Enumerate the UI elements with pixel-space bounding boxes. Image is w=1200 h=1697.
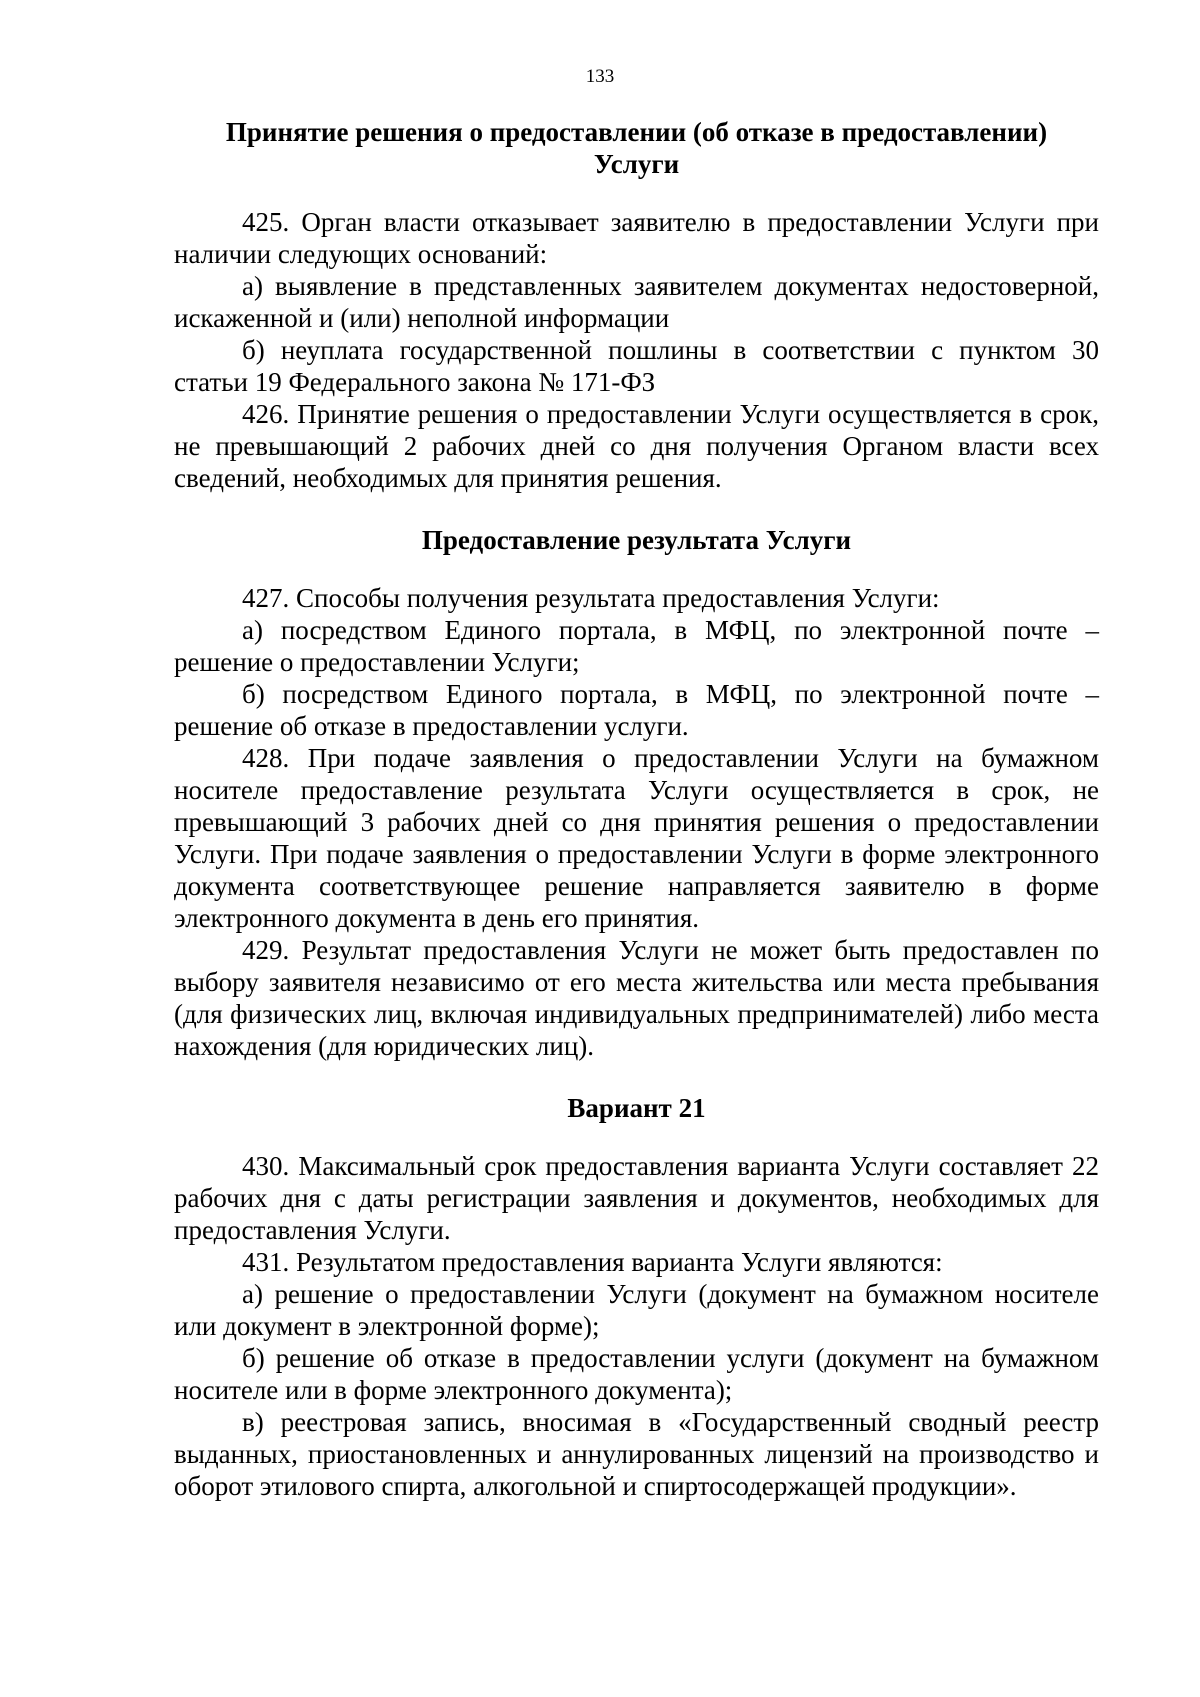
paragraph-425: 425. Орган власти отказывает заявителю в предоставлении Услуги при наличии следующих оснований: <box>174 207 1099 269</box>
paragraph-427-b: б) посредством Единого портала, в МФЦ, по электронной почте – решение об отказе в предоставлении услуги. <box>174 679 1099 741</box>
section-heading-decision <box>174 116 1099 180</box>
document-body <box>174 116 1099 1502</box>
paragraph-431-v: в) реестровая запись, вносимая в «Государственный сводный реестр выданных, приостановленных и аннулированных лицензий на производство и оборот этилового спирта, алкогольной и спиртосодержащей продукции». <box>174 1407 1099 1501</box>
page-number: 133 <box>585 66 615 87</box>
paragraph-430: 430. Максимальный срок предоставления варианта Услуги составляет 22 рабочих дня с даты регистрации заявления и документов, необходимых для предоставления Услуги. <box>174 1151 1099 1245</box>
heading-line: Услуги <box>593 149 680 179</box>
paragraph-425-a: а) выявление в представленных заявителем документах недостоверной, искаженной и (или) неполной информации <box>174 271 1099 333</box>
section-heading-result: Предоставление результата Услуги <box>421 525 852 555</box>
paragraph-431-a: а) решение о предоставлении Услуги (документ на бумажном носителе или документ в электронной форме); <box>174 1279 1099 1341</box>
paragraph-425-b: б) неуплата государственной пошлины в соответствии с пунктом 30 статьи 19 Федерального закона № 171-ФЗ <box>174 335 1099 397</box>
paragraph-431: 431. Результатом предоставления варианта Услуги являются: <box>242 1247 943 1277</box>
paragraph-429: 429. Результат предоставления Услуги не может быть предоставлен по выбору заявителя независимо от его места жительства или места пребывания (для физических лиц, включая индивидуальных предпринимателей) либо места нахождения (для юридических лиц). <box>174 935 1099 1061</box>
paragraph-427-a: а) посредством Единого портала, в МФЦ, по электронной почте – решение о предоставлении Услуги; <box>174 615 1099 677</box>
paragraph-426: 426. Принятие решения о предоставлении Услуги осуществляется в срок, не превышающий 2 рабочих дней со дня получения Органом власти всех сведений, необходимых для принятия решения. <box>174 399 1099 493</box>
paragraph-428: 428. При подаче заявления о предоставлении Услуги на бумажном носителе предоставление результата Услуги осуществляется в срок, не превышающий 3 рабочих дней со дня принятия решения о предоставлении Услуги. При подаче заявления о предоставлении Услуги в форме электронного документа соответствующее решение направляется заявителю в форме электронного документа в день его принятия. <box>174 743 1099 933</box>
paragraph-431-b: б) решение об отказе в предоставлении услуги (документ на бумажном носителе или в форме электронного документа); <box>174 1343 1099 1405</box>
paragraph-427: 427. Способы получения результата предоставления Услуги: <box>242 583 940 613</box>
section-heading-variant-21: Вариант 21 <box>567 1093 706 1123</box>
heading-line: Принятие решения о предоставлении (об отказе в предоставлении) <box>225 117 1048 147</box>
